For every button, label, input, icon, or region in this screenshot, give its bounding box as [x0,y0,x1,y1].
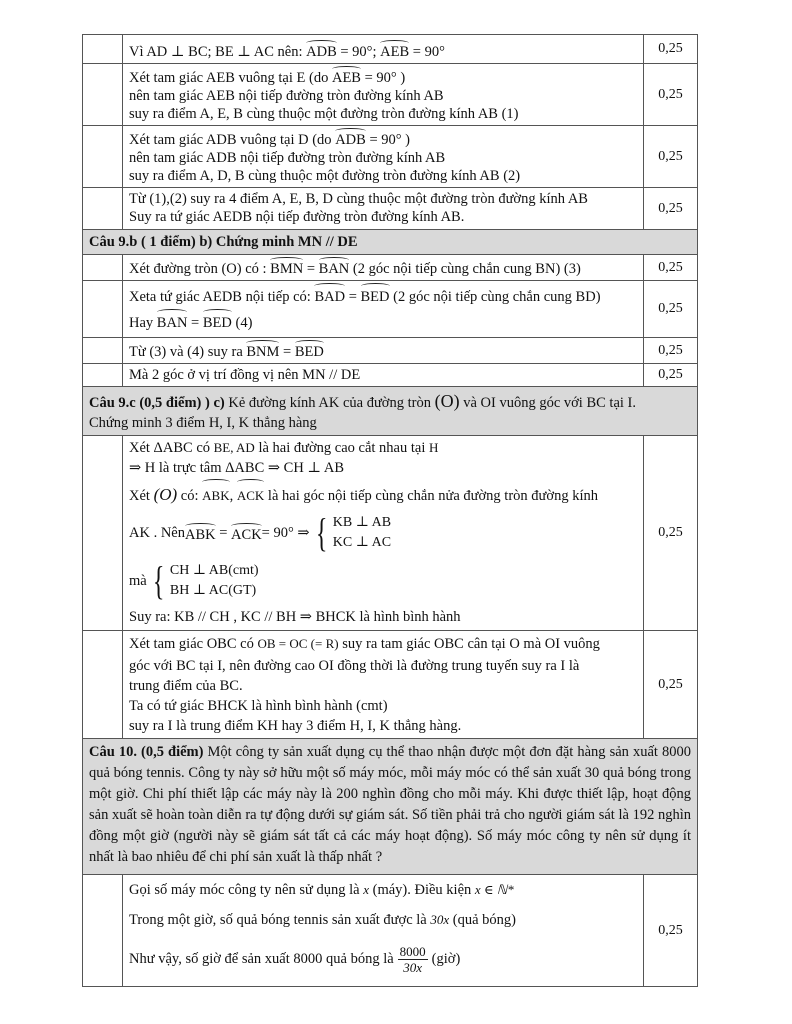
text: (O) [153,485,178,504]
text: Xét tam giác ADB vuông tại D (do [129,132,336,148]
text: = 90° ⇒ [261,525,310,541]
text: Hay [129,315,157,331]
text: Từ (3) và (4) suy ra [129,344,247,360]
text: và OI vuông góc với BC tại I. [459,395,637,411]
numerator: 8000 [399,943,426,959]
text: góc với BC tại I, nên đường cao OI đồng thời là đường trung tuyến suy ra I là [129,658,580,674]
text: (2 góc nội tiếp cùng chắn cung BD) [389,289,601,305]
angle: ABK [202,479,229,510]
blank-cell [83,64,123,126]
blank-cell [83,436,123,631]
angle: ACK [237,479,264,510]
equation-system [310,510,392,555]
question-text: Một công ty sản xuất dụng cụ thể thao nhận được một đơn đặt hàng sản xuất 8000 quả bóng tennis. Công ty này sở hữu một số máy móc, mỗi máy móc có thể sản xuất 30 quả bóng trong một giờ. Chi phí thiết lập các máy này là 200 nghìn đồng cho mỗi máy. Khi được thiết lập, hoạt động sản xuất sẽ hoàn toàn diễn ra tự động dưới sự giám sát. Số tiền phải trả cho người giám sát là 192 nghìn đồng một giờ (người này sẽ giám sát tất cả các máy hoạt động). Số máy móc công ty nên sử dụng ít nhất là bao nhiêu để chi phí sản xuất là thấp nhất ? [89,744,692,865]
text: suy ra tam giác OBC cân tại O mà OI vuông [338,636,600,652]
answer-cell [123,188,644,230]
text: là hai đường cao cắt nhau tại [254,440,429,456]
text: ⇒ H là trực tâm ΔABC ⇒ CH ⊥ AB [129,460,345,476]
score-cell: 0,25 [644,338,698,364]
score-cell: 0,25 [644,64,698,126]
text: (máy). Điều kiện [368,882,475,898]
text: Kẻ đường kính AK của đường tròn [224,395,435,411]
text: Trong một giờ, số quả bóng tennis sản xuất được là [129,912,431,928]
answer-cell: Xeta tứ giác AEDB nội tiếp có: BAD = BED (2 góc nội tiếp cùng chắn cung BD) Hay BAN = BED (4) [123,281,644,338]
denominator: 30x [403,959,423,975]
text: AK . Nên [129,525,185,541]
answer-cell [123,255,644,281]
answer-cell [123,875,644,987]
angle: BNM [246,340,279,361]
variable: x [363,882,369,897]
text: BH ⊥ AC(GT) [169,583,257,598]
text: H [428,440,439,455]
angle: BED [295,340,324,361]
text: (2 góc nội tiếp cùng chắn cung BN) (3) [349,261,581,277]
text: = 90° ) [360,70,406,86]
blank-cell [83,875,123,987]
text: Xét đường tròn (O) có : [129,261,271,277]
angle: ADB [335,128,366,149]
text: BE, AD [213,440,255,455]
text: = [279,344,295,360]
text: Suy ra tứ giác AEDB nội tiếp đường tròn đường kính AB. [129,209,465,225]
table-row [83,126,698,188]
blank-cell [83,126,123,188]
text: Mà 2 góc ở vị trí đồng vị nên MN // DE [129,367,361,383]
angle: BAD [314,283,345,309]
angle: ADB [306,40,337,61]
text: nên tam giác ADB nội tiếp đường tròn đường kính AB [129,150,446,166]
text: (quả bóng) [449,912,516,928]
answer-cell: Xét ΔABC có BE, AD là hai đường cao cắt nhau tại H ⇒ H là trực tâm ΔABC ⇒ CH ⊥ AB Xét (O) có: ABK, ACK là hai góc nội tiếp cùng chắn nửa đường tròn đường kính AK . Nên ABK = ACK = 90° ⇒ { KB ⊥ AB KC ⊥ AC mà { CH ⊥ AB(cmt) BH ⊥ AC(GT) Suy ra: KB // CH , KC // BH ⇒ BHCK là hình bình hành [123,436,644,631]
answer-cell [123,338,644,364]
table-row [83,436,698,631]
text: = 90° ) [365,132,410,148]
score-cell: 0,25 [644,875,698,987]
section-title: Câu 10. (0,5 điểm) [89,744,204,760]
text: suy ra điểm A, E, B cùng thuộc một đường tròn đường kính AB (1) [129,106,519,122]
text: Gọi số máy móc công ty nên sử dụng là [129,882,364,898]
score-cell: 0,25 [644,35,698,64]
section-header [83,739,698,875]
text: = [303,261,319,277]
blank-cell [83,188,123,230]
angle: BAN [319,257,350,278]
text: , [229,488,237,504]
answer-cell [123,364,644,387]
text: Xét [129,488,154,504]
text: Vì AD ⊥ BC; BE ⊥ AC nên: [129,44,307,60]
table-row [83,35,698,64]
score-cell: 0,25 [644,255,698,281]
text: nên tam giác AEB nội tiếp đường tròn đường kính AB [129,88,444,104]
fraction [398,944,428,975]
score-cell: 0,25 [644,281,698,338]
score-cell: 0,25 [644,126,698,188]
angle: BAN [157,309,188,335]
angle: BED [361,283,390,309]
text: Xét tam giác OBC có [129,636,258,652]
text: suy ra điểm A, D, B cùng thuộc một đường tròn đường kính AB (2) [129,168,521,184]
section-header [83,387,698,436]
table-row [83,64,698,126]
section-title: Câu 9.b ( 1 điểm) b) Chứng minh MN // DE [89,234,358,250]
score-cell: 0,25 [644,436,698,631]
answer-cell [123,64,644,126]
table-row [83,188,698,230]
angle: AEB [380,40,409,61]
angle: AEB [332,66,361,87]
angle: BMN [270,257,303,278]
angle: ACK [231,523,262,544]
text: Ta có tứ giác BHCK là hình bình hành (cmt) [129,698,388,714]
score-cell: 0,25 [644,631,698,739]
blank-cell [83,631,123,739]
table-row [83,631,698,739]
text: (giờ) [431,951,461,967]
blank-cell [83,281,123,338]
brace: { [152,558,165,603]
blank-cell [83,364,123,387]
brace: { [315,510,327,555]
text: Như vậy, số giờ để sản xuất 8000 quả bóng là [129,951,394,967]
angle: BED [203,309,232,335]
text: OB = OC (= R) [257,636,339,651]
table-row [83,338,698,364]
blank-cell [83,338,123,364]
text: trung điểm của BC. [129,678,243,694]
text: = [345,289,361,305]
text: suy ra I là trung điểm KH hay 3 điểm H, I, K thẳng hàng. [129,718,462,734]
blank-cell [83,255,123,281]
table-row [83,281,698,338]
answer-cell [123,631,644,739]
text: mà [129,573,147,589]
answer-cell [123,126,644,188]
answer-cell [123,35,644,64]
angle: ABK [185,523,216,544]
text: có: [177,488,203,504]
text: Xeta tứ giác AEDB nội tiếp có: [129,289,315,305]
table-row [83,875,698,987]
text: = 90° [409,44,445,60]
text: (4) [231,315,253,331]
text: = 90°; [336,44,381,60]
text: KC ⊥ AC [332,535,392,550]
blank-cell [83,35,123,64]
table-row [83,364,698,387]
section-header [83,230,698,255]
score-cell: 0,25 [644,188,698,230]
section-title: Câu 9.c (0,5 điểm) ) c) [89,395,225,411]
table-row [83,255,698,281]
text: KB ⊥ AB [332,515,392,530]
text: Suy ra: KB // CH , KC // BH ⇒ BHCK là hình bình hành [129,609,461,625]
text: Chứng minh 3 điểm H, I, K thẳng hàng [89,415,317,431]
text: Xét tam giác AEB vuông tại E (do [129,70,332,86]
text: CH ⊥ AB(cmt) [169,563,259,578]
equation-system [147,558,259,603]
score-cell: 0,25 [644,364,698,387]
text: Từ (1),(2) suy ra 4 điểm A, E, B, D cùng thuộc một đường tròn đường kính AB [129,191,588,207]
text: (O) [434,391,460,411]
text: Xét ΔABC có [129,440,214,456]
text: là hai góc nội tiếp cùng chắn nửa đường tròn đường kính [264,488,598,504]
text: 30x [430,912,450,927]
answer-table [82,34,698,987]
text: x ∈ ℕ* [474,882,514,897]
